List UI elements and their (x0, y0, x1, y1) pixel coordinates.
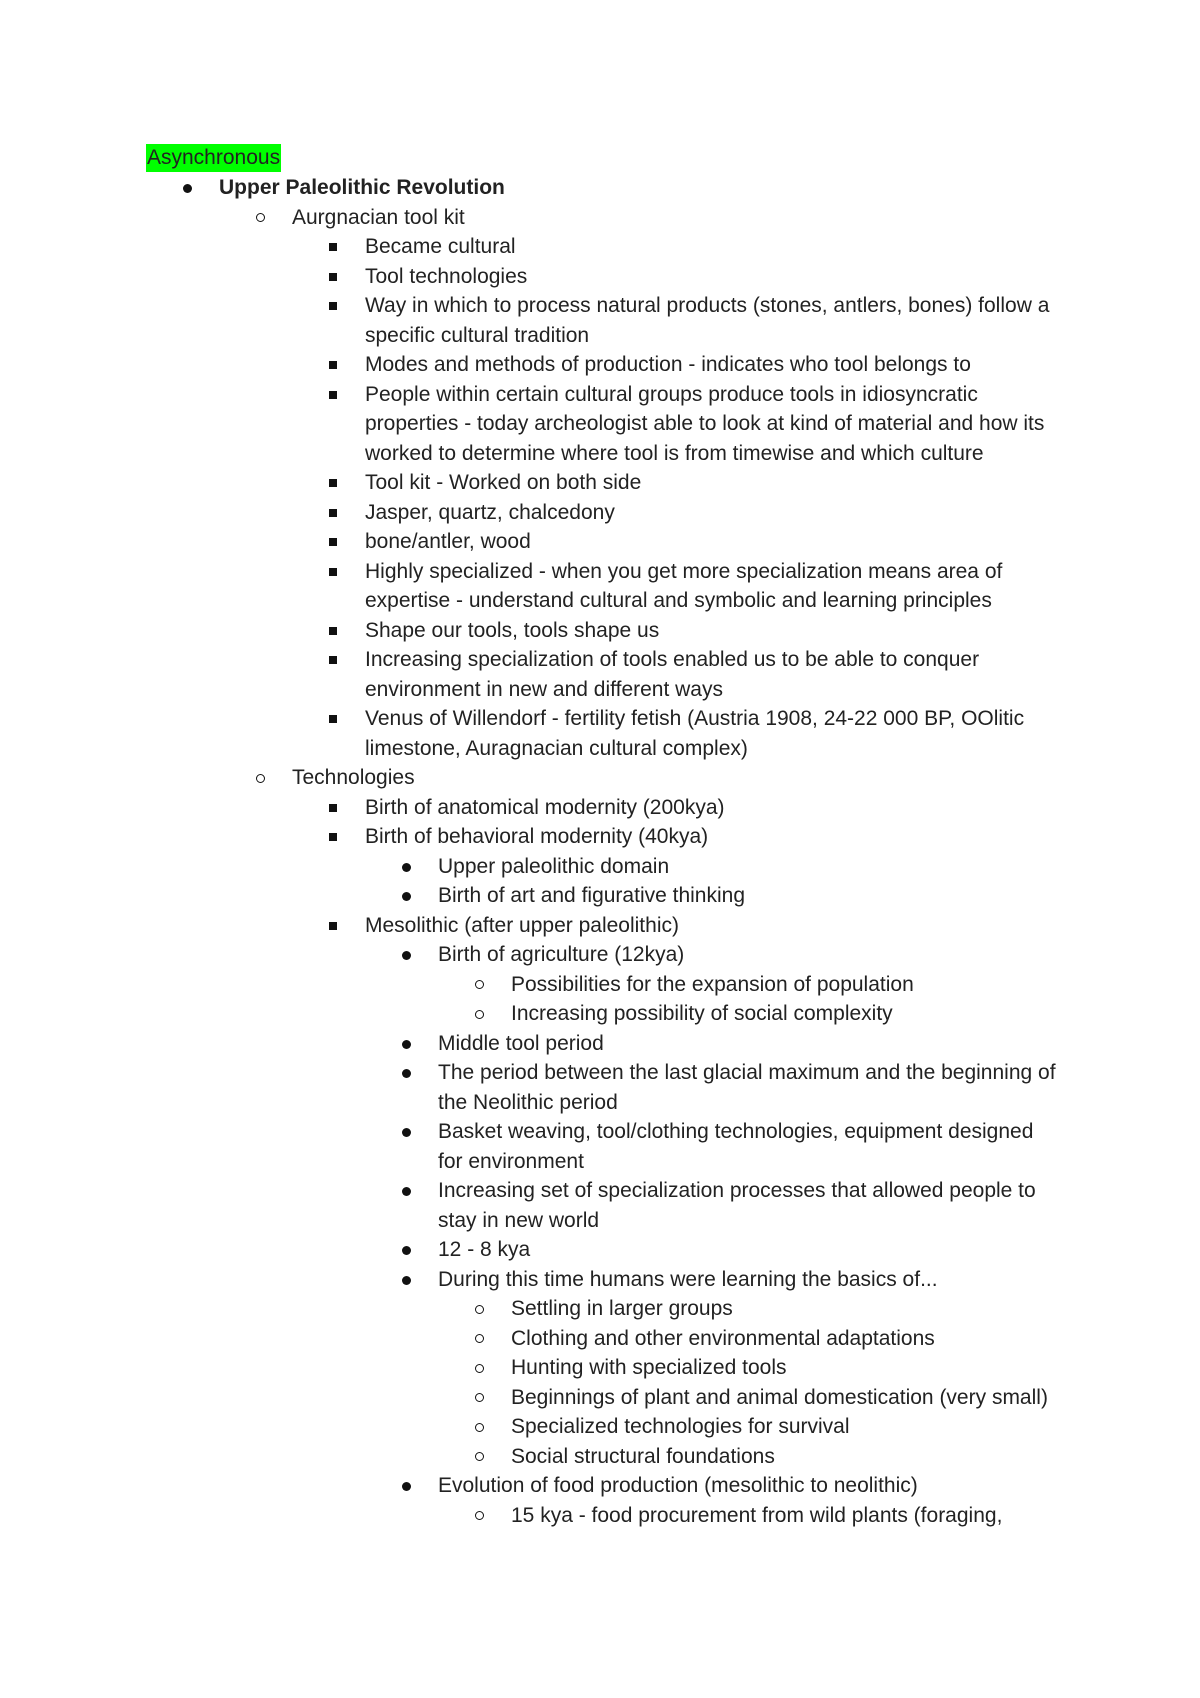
list-item-text: Birth of agriculture (12kya) (438, 943, 685, 966)
circle-bullet-icon (475, 1393, 484, 1402)
list-item-text: Clothing and other environmental adaptations (511, 1326, 935, 1350)
list-item (0, 616, 1065, 646)
circle-bullet-icon (256, 774, 265, 783)
disc-bullet-icon (183, 184, 192, 193)
disc-bullet-icon (402, 863, 411, 872)
list-item-text: People within certain cultural groups produce tools in idiosyncratic properties - today archeologist able to look at kind of material and how its worked to determine where tool is from timewise and which culture (365, 382, 1045, 465)
list-item (0, 203, 1062, 233)
list-item (0, 350, 1065, 380)
circle-bullet-icon (475, 1010, 484, 1019)
list-item (0, 1383, 1051, 1413)
list-item-text: Modes and methods of production - indicates who tool belongs to (365, 353, 971, 376)
list-item-text: Birth of art and figurative thinking (438, 884, 746, 907)
square-bullet-icon (329, 509, 337, 517)
list-item-text: Settling in larger groups (511, 1297, 733, 1320)
circle-bullet-icon (475, 1305, 484, 1314)
list-item-text: The period between the last glacial maximum and the beginning of the Neolithic period (438, 1061, 1056, 1114)
list-item (0, 970, 1051, 1000)
list-item (0, 498, 1065, 528)
list-item (0, 1235, 1058, 1265)
list-item (0, 852, 1058, 882)
list-item (0, 911, 1065, 941)
list-item-text: Aurgnacian tool kit (292, 205, 465, 229)
disc-bullet-icon (402, 1276, 411, 1285)
list-item-text: Birth of behavioral modernity (40kya) (365, 825, 709, 848)
circle-bullet-icon (475, 1334, 484, 1343)
list-item-text: bone/antler, wood (365, 530, 531, 553)
list-item (0, 468, 1065, 498)
list-item (0, 1117, 1058, 1176)
list-item (0, 1412, 1051, 1442)
list-item (0, 1029, 1058, 1059)
square-bullet-icon (329, 833, 337, 841)
list-item-text: Upper paleolithic domain (438, 854, 670, 878)
list-item (0, 1265, 1058, 1295)
list-item-text: Mesolithic (after upper paleolithic) (365, 913, 679, 937)
list-item (0, 262, 1065, 292)
circle-bullet-icon (256, 213, 265, 222)
list-item (0, 291, 1065, 350)
list-item-text: During this time humans were learning the basics of... (438, 1267, 938, 1291)
list-item (0, 822, 1065, 852)
list-item-text: Social structural foundations (511, 1444, 775, 1468)
list-item (0, 645, 1065, 704)
square-bullet-icon (329, 656, 337, 664)
disc-bullet-icon (402, 892, 411, 901)
square-bullet-icon (329, 361, 337, 369)
list-item-text: Tool kit - Worked on both side (365, 471, 642, 494)
list-item (0, 1353, 1051, 1383)
list-item-text: Became cultural (365, 235, 516, 258)
list-item (0, 1058, 1058, 1117)
list-item-text: Basket weaving, tool/clothing technologies, equipment designed for environment (438, 1120, 1034, 1173)
square-bullet-icon (329, 243, 337, 251)
list-item (0, 232, 1065, 262)
list-item-text: Venus of Willendorf - fertility fetish (Austria 1908, 24-22 000 BP, OOlitic limestone, Auragnacian cultural complex) (365, 707, 1025, 760)
list-item (0, 557, 1065, 616)
list-item (0, 1501, 1051, 1531)
circle-bullet-icon (475, 1364, 484, 1373)
list-item-text: Evolution of food production (mesolithic to neolithic) (438, 1474, 918, 1497)
list-item (0, 793, 1065, 823)
list-item-text: Hunting with specialized tools (511, 1356, 787, 1379)
outline-list (0, 173, 1200, 1530)
square-bullet-icon (329, 302, 337, 310)
list-item (0, 1294, 1051, 1324)
list-item (0, 881, 1058, 911)
square-bullet-icon (329, 391, 337, 399)
list-item-text: Increasing set of specialization processes that allowed people to stay in new world (438, 1179, 1036, 1232)
circle-bullet-icon (475, 1511, 484, 1520)
list-item-text: Specialized technologies for survival (511, 1415, 850, 1438)
square-bullet-icon (329, 479, 337, 487)
circle-bullet-icon (475, 1452, 484, 1461)
list-item-text: Shape our tools, tools shape us (365, 618, 660, 642)
square-bullet-icon (329, 922, 337, 930)
disc-bullet-icon (402, 1187, 411, 1196)
list-item-text: Upper Paleolithic Revolution (219, 176, 505, 199)
list-item (0, 380, 1065, 469)
list-item-text: Beginnings of plant and animal domestication (very small) (511, 1385, 1048, 1409)
list-item (0, 704, 1065, 763)
list-item-text: Technologies (292, 766, 415, 789)
disc-bullet-icon (402, 951, 411, 960)
list-item (0, 1471, 1058, 1501)
circle-bullet-icon (475, 1423, 484, 1432)
list-item (0, 999, 1051, 1029)
list-item-text: 12 - 8 kya (438, 1238, 531, 1261)
disc-bullet-icon (402, 1246, 411, 1255)
list-item (0, 763, 1062, 793)
list-item (0, 173, 1059, 203)
list-item-text: Highly specialized - when you get more specialization means area of expertise - understand cultural and symbolic and learning principles (365, 559, 1003, 612)
list-item (0, 1442, 1051, 1472)
highlighted-heading: Asynchronous (146, 144, 281, 172)
circle-bullet-icon (475, 980, 484, 989)
disc-bullet-icon (402, 1040, 411, 1049)
list-item-text: Middle tool period (438, 1031, 604, 1055)
list-item (0, 1176, 1058, 1235)
square-bullet-icon (329, 568, 337, 576)
list-item-text: Increasing possibility of social complexity (511, 1002, 893, 1025)
list-item (0, 1324, 1051, 1354)
disc-bullet-icon (402, 1069, 411, 1078)
list-item-text: Jasper, quartz, chalcedony (365, 500, 615, 524)
square-bullet-icon (329, 804, 337, 812)
disc-bullet-icon (402, 1128, 411, 1137)
square-bullet-icon (329, 273, 337, 281)
square-bullet-icon (329, 627, 337, 635)
disc-bullet-icon (402, 1482, 411, 1491)
list-item-text: Possibilities for the expansion of population (511, 972, 914, 996)
square-bullet-icon (329, 538, 337, 546)
list-item-text: Way in which to process natural products (stones, antlers, bones) follow a specific cultural tradition (365, 294, 1050, 347)
list-item-text: Birth of anatomical modernity (200kya) (365, 795, 725, 819)
list-item-text: 15 kya - food procurement from wild plants (foraging, (511, 1503, 1003, 1527)
list-item (0, 527, 1065, 557)
list-item-text: Tool technologies (365, 264, 528, 288)
list-item-text: Increasing specialization of tools enabled us to be able to conquer environment in new and different ways (365, 648, 980, 701)
list-item (0, 940, 1058, 970)
square-bullet-icon (329, 715, 337, 723)
